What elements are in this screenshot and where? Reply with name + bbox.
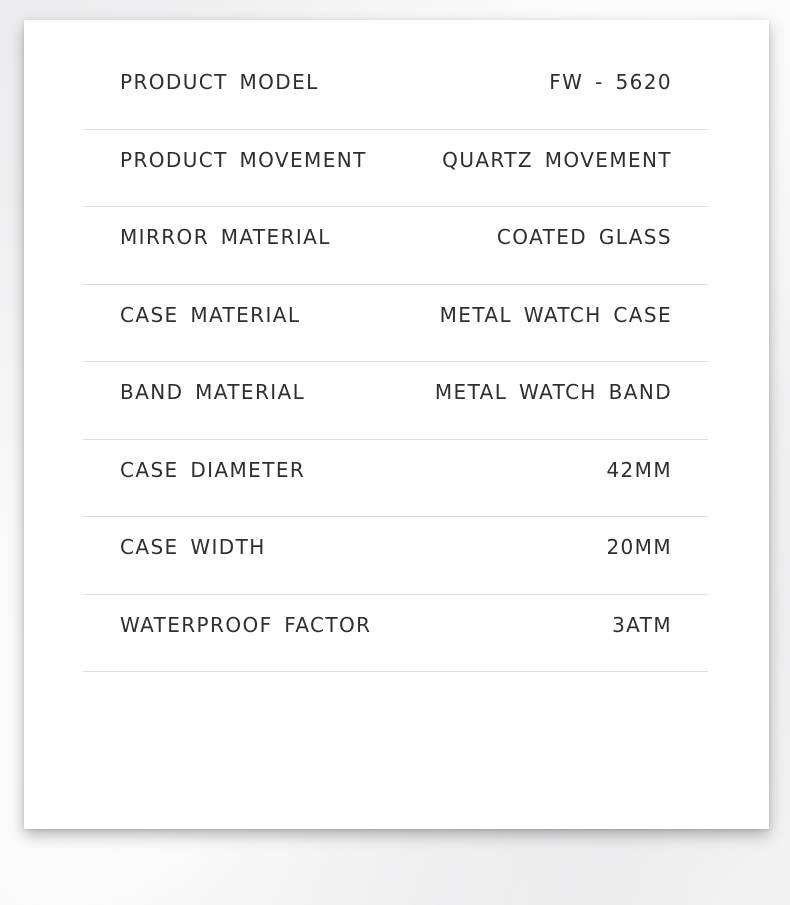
spec-row-case-material [83, 285, 708, 363]
spec-row-waterproof-factor [83, 595, 708, 673]
spec-list [83, 52, 708, 672]
spec-label: WATERPROOF FACTOR [120, 612, 372, 637]
spec-label: PRODUCT MODEL [120, 70, 319, 95]
spec-value: 3ATM [612, 612, 672, 637]
spec-label: CASE WIDTH [120, 535, 266, 560]
spec-label: CASE DIAMETER [120, 457, 306, 482]
spec-value: 42MM [606, 457, 672, 482]
spec-label: MIRROR MATERIAL [120, 225, 331, 250]
spec-row-case-width [83, 517, 708, 595]
spec-row-mirror-material [83, 207, 708, 285]
spec-row-band-material [83, 362, 708, 440]
spec-row-product-movement [83, 130, 708, 208]
spec-row-product-model [83, 52, 708, 130]
spec-value: FW - 5620 [549, 70, 672, 95]
spec-value: 20MM [606, 535, 672, 560]
spec-row-case-diameter [83, 440, 708, 518]
spec-label: BAND MATERIAL [120, 380, 306, 405]
spec-label: CASE MATERIAL [120, 302, 301, 327]
spec-value: METAL WATCH CASE [439, 302, 672, 327]
spec-card [24, 20, 769, 829]
spec-value: QUARTZ MOVEMENT [442, 147, 672, 172]
spec-value: COATED GLASS [496, 225, 672, 250]
spec-value: METAL WATCH BAND [434, 380, 672, 405]
spec-label: PRODUCT MOVEMENT [120, 147, 367, 172]
